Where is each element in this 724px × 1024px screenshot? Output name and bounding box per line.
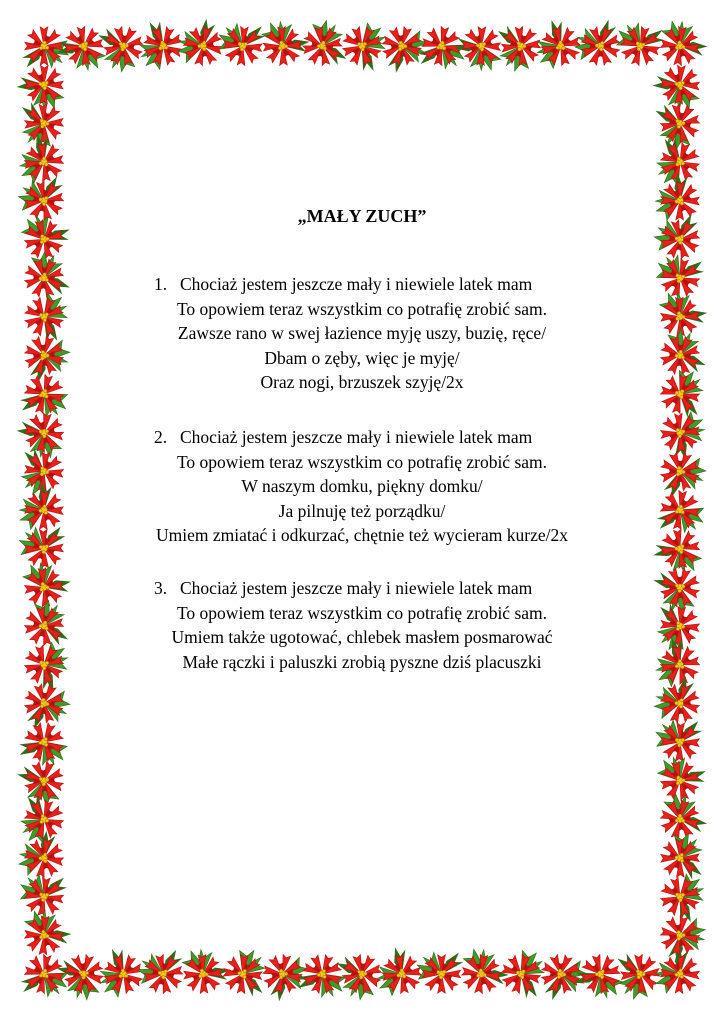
song-title: „MAŁY ZUCH” (297, 206, 427, 226)
poinsettia-icon (19, 678, 74, 731)
poinsettia-icon (657, 366, 706, 418)
poinsettia-icon (19, 526, 65, 568)
poinsettia-icon (655, 719, 701, 761)
poinsettia-icon (650, 13, 710, 74)
poinsettia-icon (654, 99, 703, 151)
stanza-first-line (90, 576, 634, 601)
lyric-line: To opowiem teraz wszystkim co potrafię zrobić sam. (176, 602, 548, 623)
poinsettia-icon (652, 402, 712, 463)
poinsettia-icon (17, 794, 68, 848)
lyric-line: Chociaż jestem jeszcze mały i niewiele latek mam (180, 274, 533, 294)
lyric-line: To opowiem teraz wszystkim co potrafię zrobić sam. (176, 451, 548, 472)
lyric-line: To opowiem teraz wszystkim co potrafię zrobić sam. (176, 298, 548, 319)
poinsettia-icon (657, 488, 707, 535)
poinsettia-icon (18, 248, 71, 304)
stanza-number: 3. (154, 578, 168, 598)
lyric-line: Małe rączki i paluszki zrobią pyszne dziś placuszki (182, 651, 542, 672)
lyric-line: Oraz nogi, brzuszek szyję/2x (260, 372, 464, 392)
lyric-line: W naszym domku, piękny domku/ (241, 476, 483, 496)
poinsettia-icon (656, 604, 701, 652)
poinsettia-icon (19, 370, 72, 421)
stanza-first-line (90, 425, 634, 450)
lyric-line: Chociaż jestem jeszcze mały i niewiele latek mam (180, 578, 533, 598)
poinsettia-icon (650, 57, 710, 118)
stanza-first-line (90, 272, 634, 297)
poinsettia-icon (18, 872, 67, 918)
poinsettia-icon (651, 787, 709, 846)
lyric-line: Ja pilnuję też porządku/ (278, 500, 446, 521)
lyric-line: Dbam o zęby, więc je myję/ (264, 347, 460, 368)
lyric-line: Umiem zmiatać i odkurzać, chętnie też wycieram kurze/2x (155, 525, 569, 545)
poinsettia-icon (17, 716, 74, 771)
stanza-1 (90, 272, 634, 395)
lyric-line: Zawsze rano w swej łazience myję uszy, buzię, ręce/ (177, 323, 547, 343)
poinsettia-icon (20, 952, 71, 1000)
stanza-2 (90, 425, 634, 548)
lyric-line: Umiem także ugotować, chlebek masłem posmarować (171, 627, 553, 647)
poinsettia-icon (21, 102, 64, 149)
poinsettia-icon (16, 175, 68, 224)
poinsettia-icon (19, 287, 74, 344)
song-lyrics (90, 0, 634, 1024)
poinsettia-icon (651, 521, 711, 581)
stanza-number: 1. (154, 274, 168, 294)
stanza-3 (90, 576, 634, 674)
poinsettia-icon (21, 598, 69, 649)
poinsettia-icon (660, 833, 702, 879)
poinsettia-icon (24, 27, 69, 68)
lyric-line: Chociaż jestem jeszcze mały i niewiele latek mam (180, 427, 533, 447)
stanza-number: 2. (154, 427, 168, 447)
